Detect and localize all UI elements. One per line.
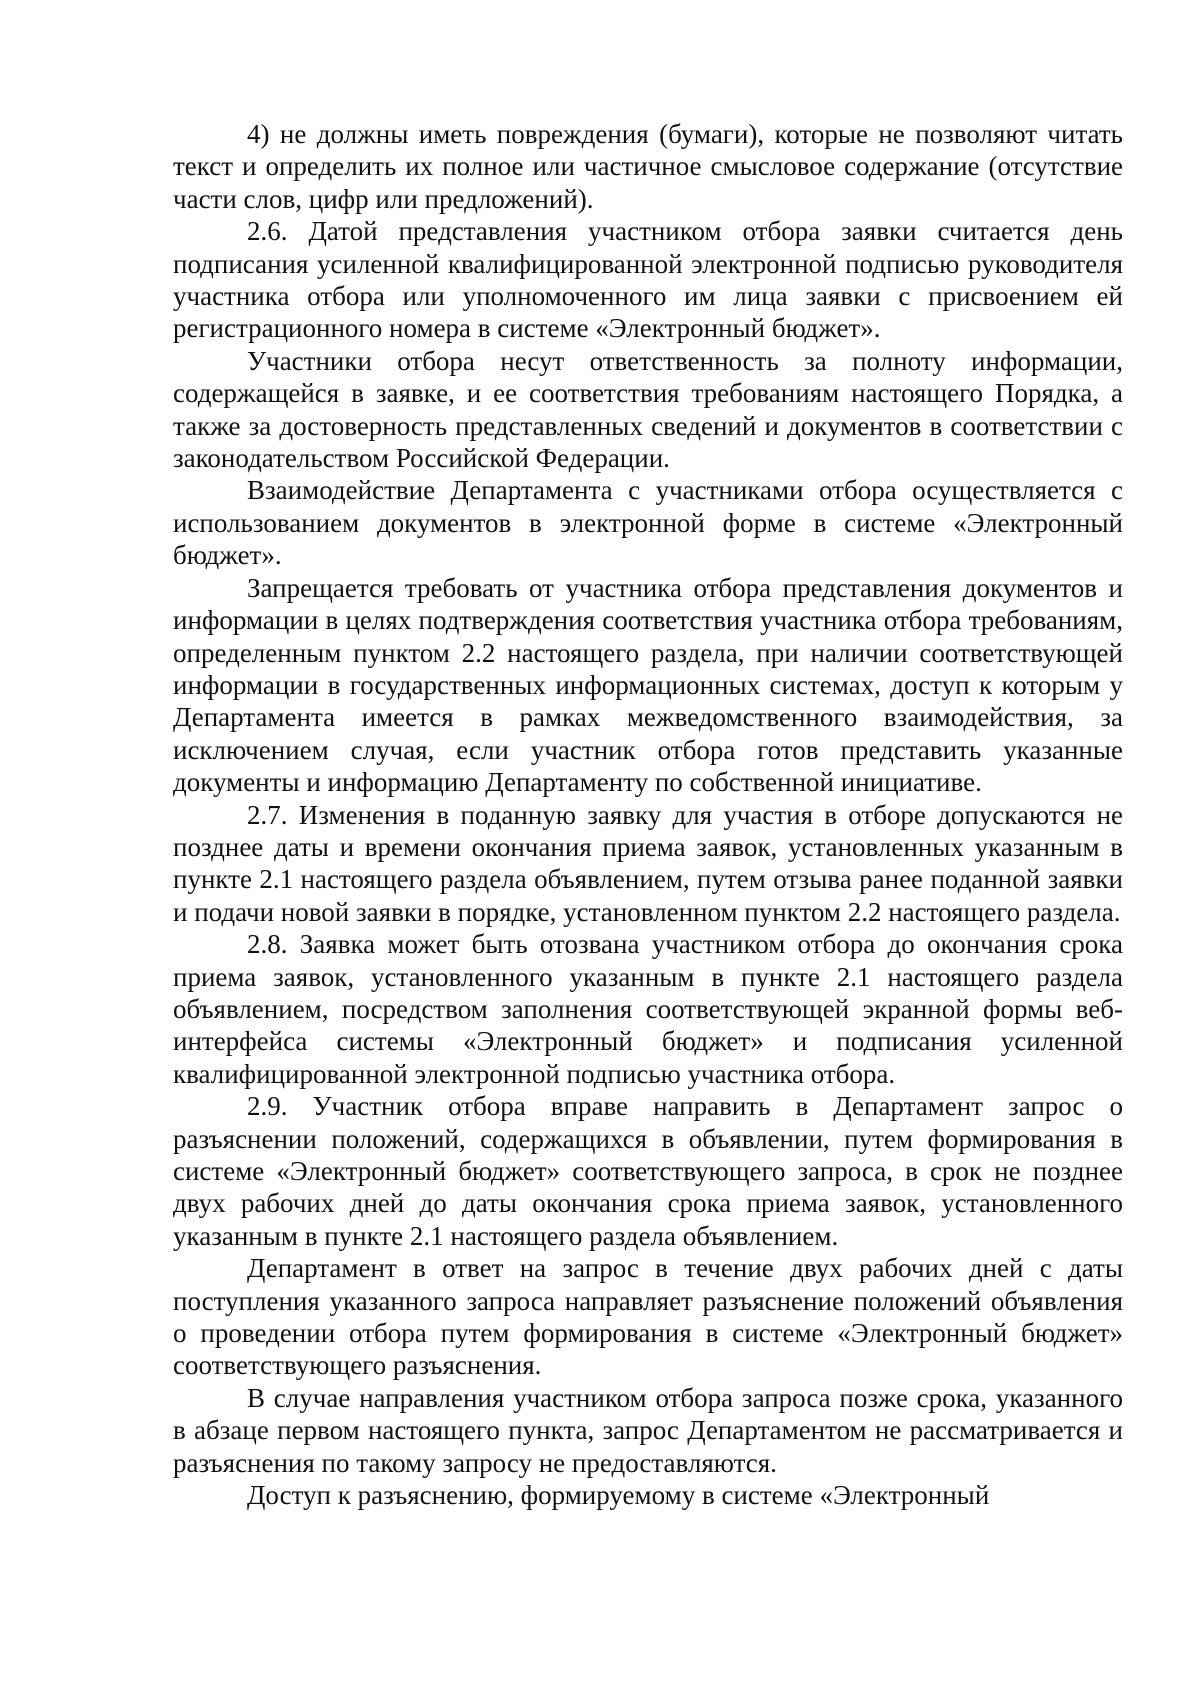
paragraph-responsibility: Участники отбора несут ответственность за полноту информации, содержащейся в заявке, и ее соответствия требованиям настоящего Порядка, а также за достоверность представленных сведений и документов в соответствии с законодательством Российской Федерации. xyxy=(173,345,1123,474)
paragraph-item-4: 4) не должны иметь повреждения (бумаги), которые не позволяют читать текст и определить их полное или частичное смысловое содержание (отсутствие части слов, цифр или предложений). xyxy=(173,119,1123,214)
paragraph-interaction: Взаимодействие Департамента с участниками отбора осуществляется с использованием документов в электронной форме в системе «Электронный бюджет». xyxy=(173,475,1123,571)
document-page xyxy=(173,118,1123,1511)
paragraph-access: Доступ к разъяснению, формируемому в системе «Электронный xyxy=(247,1480,990,1511)
paragraph-late-request: В случае направления участником отбора запроса позже срока, указанного в абзаце первом настоящего пункта, запрос Департаментом не рассматривается и разъяснения по такому запросу не предоставляются. xyxy=(173,1382,1123,1478)
paragraph-2-8: 2.8. Заявка может быть отозвана участником отбора до окончания срока приема заявок, установленного указанным в пункте 2.1 настоящего раздела объявлением, посредством заполнения соответствующей экранной формы веб-интерфейса системы «Электронный бюджет» и подписания усиленной квалифицированной электронной подписью участника отбора. xyxy=(173,929,1123,1089)
paragraph-2-6: 2.6. Датой представления участником отбора заявки считается день подписания усиленной квалифицированной электронной подписью руководителя участника отбора или уполномоченного им лица заявки с присвоением ей регистрационного номера в системе «Электронный бюджет». xyxy=(173,216,1123,344)
paragraph-department-answer: Департамент в ответ на запрос в течение двух рабочих дней с даты поступления указанного запроса направляет разъяснение положений объявления о проведении отбора путем формирования в системе «Электронный бюджет» соответствующего разъяснения. xyxy=(173,1253,1123,1381)
paragraph-2-9: 2.9. Участник отбора вправе направить в Департамент запрос о разъяснении положений, содержащихся в объявлении, путем формирования в системе «Электронный бюджет» соответствующего запроса, в срок не позднее двух рабочих дней до даты окончания срока приема заявок, установленного указанным в пункте 2.1 настоящего раздела объявлением. xyxy=(173,1091,1123,1251)
paragraph-2-7: 2.7. Изменения в поданную заявку для участия в отборе допускаются не позднее даты и времени окончания приема заявок, установленных указанным в пункте 2.1 настоящего раздела объявлением, путем отзыва ранее поданной заявки и подачи новой заявки в порядке, установленном пунктом 2.2 настоящего раздела. xyxy=(173,799,1123,927)
paragraph-prohibition: Запрещается требовать от участника отбора представления документов и информации в целях подтверждения соответствия участника отбора требованиям, определенным пунктом 2.2 настоящего раздела, при наличии соответствующей информации в государственных информационных системах, доступ к которым у Департамента имеется в рамках межведомственного взаимодействия, за исключением случая, если участник отбора готов представить указанные документы и информацию Департаменту по собственной инициативе. xyxy=(173,572,1123,798)
